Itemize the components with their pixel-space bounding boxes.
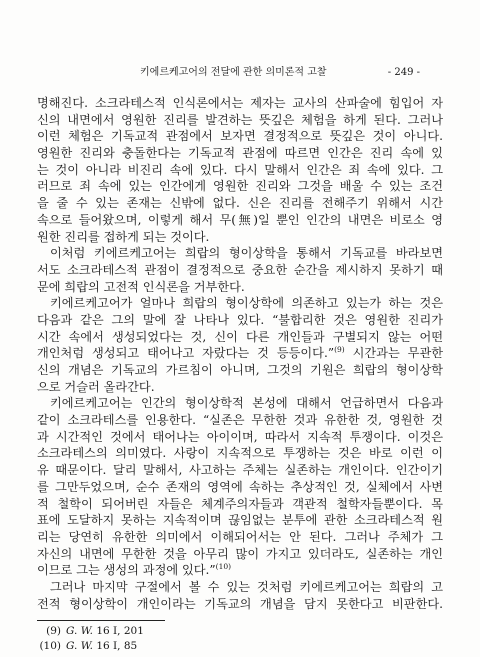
text-line: 문에 희랍의 고전적 인식론을 거부한다. [37,279,245,294]
text-line: 속으로 들어왔으며, 이렇게 해서 무(無)일 뿐인 인간의 내면은 비로소 영 [37,212,443,227]
text-line: 리는 당연히 유한한 의미에서 이해되어서는 안 된다. 그러나 주체가 그 [37,529,443,544]
text-line: 유 때문이다. 달리 말해서, 사고하는 주체는 실존하는 개인이다. 인간이기 [37,463,443,478]
footnote-ref: 16 I, 85 [96,639,138,652]
text-line: 러므로 죄 속에 있는 인간에게 영원한 진리와 그것을 배울 수 있는 조건 [37,179,443,194]
paragraph [37,579,443,612]
text-line: 을 줄 수 있는 존재는 신밖에 없다. 신은 진리를 전해주기 위해서 시간 [37,196,443,211]
text-line: 적 철학이 되어버린 자들은 체계주의자들과 객관적 철학자들뿐이다. 목 [37,496,443,511]
running-title: 키에르케고어의 전달에 관한 의미론적 고찰 [140,67,327,78]
text-line: 자신의 내면에 무한한 것을 아무리 많이 가지고 있더라도, 실존하는 개인 [37,546,443,561]
text-line: 으로 거슬러 올라간다. [37,379,155,394]
text-line: 서도 소크라테스적 관점이 결정적으로 중요한 순간을 제시하지 못하기 때 [37,262,443,277]
paragraph [37,295,443,395]
text-line: 과 시간적인 것에서 태어나는 아이이며, 따라서 지속적 투쟁이다. 이것은 [37,429,443,444]
text-line: 신의 개념은 기독교의 가르침이 아니며, 그것의 기원은 희랍의 형이상학 [37,363,443,377]
text-line: 이처럼 키에르케고어는 희랍의 형이상학을 통해서 기독교를 바라보면 [50,246,443,261]
line-text: 개인처럼 생성되고 태어나고 자랐다는 것 등등이다.” [37,346,335,361]
footnotes [37,624,443,653]
footnote-reference: (10) [215,562,232,572]
footnote-reference: (9) [334,345,345,355]
text-line: 는 것이 아니라 비진리 속에 있다. 다시 말해서 인간은 죄 속에 있다. 그 [37,162,443,177]
text-line: 표에 도달하지 못하는 지속적이며 끊임없는 분투에 관한 소크라테스적 원 [37,513,443,528]
body-text [37,95,443,612]
footnote [37,639,443,654]
paragraph [37,245,443,295]
footnote-marker: (10) [39,639,61,652]
paragraph [37,395,443,579]
footnote-ref: 16 I, 201 [96,625,144,637]
footnote-marker: (9) [46,625,61,637]
text-line: 소크라테스의 의미였다. 사랑이 지속적으로 투쟁하는 것은 바로 이런 이 [37,446,443,461]
text-line [37,345,443,362]
page-number: - 249 - [387,67,420,78]
text-line: 신의 내면에서 영원한 진리를 발견하는 뜻깊은 체험을 하게 된다. 그러나 [37,112,443,127]
text-line: 다음과 같은 그의 말에 잘 나타나 있다. “불합리한 것은 영원한 진리가 [37,312,443,327]
text-line: 를 그만두었으며, 순수 존재의 영역에 속하는 추상적인 것, 실체에서 사변 [37,479,443,494]
text-line: 같이 소크라테스를 인용한다. “실존은 무한한 것과 유한한 것, 영원한 것 [37,413,443,428]
line-text: 이므로 그는 생성의 과정에 있다.” [37,563,216,578]
text-line: 시간 속에서 생성되었다는 것, 신이 다른 개인들과 구별되지 않는 어떤 [37,329,443,344]
running-header [37,66,443,80]
text-line: 키에르케고어는 인간의 형이상학적 본성에 대해서 언급하면서 다음과 [50,396,443,411]
line-text: 시간과는 무관한 [344,346,443,361]
footnote-source: G. W. [66,639,93,652]
text-line: 그러나 마지막 구절에서 볼 수 있는 것처럼 키에르케고어는 희랍의 고 [50,579,443,594]
paragraph [37,95,443,245]
footnote [37,624,443,639]
text-line: 전적 형이상학이 개인이라는 기독교의 개념을 담지 못한다고 비판한다. [37,596,443,611]
text-line: 명해진다. 소크라테스적 인식론에서는 제자는 교사의 산파술에 힘입어 자 [37,96,443,110]
text-line: 원한 진리를 접하게 되는 것이다. [37,229,210,244]
text-line: 키에르케고어가 얼마나 희랍의 형이상학에 의존하고 있는가 하는 것은 [50,296,443,311]
footnote-source: G. W. [66,625,93,637]
text-line: 영원한 진리와 충돌한다는 기독교적 관점에 따르면 인간은 진리 속에 있 [37,146,443,161]
text-line: 이런 체험은 기독교적 관점에서 보자면 결정적으로 뜻깊은 것이 아니다. [37,129,443,144]
footnote-rule [37,620,165,621]
text-line [37,562,443,579]
